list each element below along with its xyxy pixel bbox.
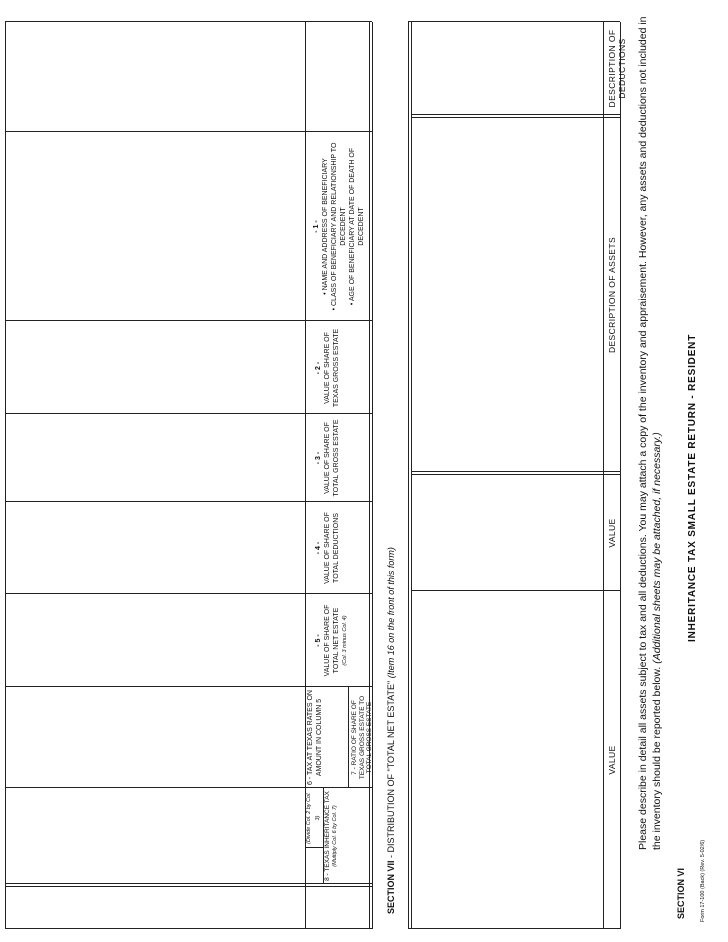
col5-text: VALUE OF SHARE OF TOTAL NET ESTATE xyxy=(324,604,340,677)
col5-number: - 5 - xyxy=(315,634,322,647)
section-6-label: SECTION VI xyxy=(676,867,686,919)
col8-header xyxy=(324,789,339,883)
col4-text: VALUE OF SHARE OF TOTAL DEDUCTIONS xyxy=(324,512,340,584)
instructions-note: (Additional sheets may be attached, if necessary.) xyxy=(651,432,663,664)
col3-number: - 3 - xyxy=(315,451,322,465)
instructions-text: Please describe in detail all assets subject to tax and all deductions. You may attach a copy of the inventory and appraisement. However, any assets and deductions not included in the inventory should be reported below. xyxy=(637,16,663,850)
section-6-instructions xyxy=(636,10,664,850)
section-7-heading: - DISTRIBUTION OF "TOTAL NET ESTATE" xyxy=(386,680,396,861)
col8-text: 8 - TEXAS INHERITANCE TAX xyxy=(324,791,331,881)
col1-line-3: • AGE OF BENEFICIARY AT DATE OF DEATH OF DECEDENT xyxy=(349,147,365,306)
section-7-title xyxy=(386,547,396,914)
col2-number: - 2 - xyxy=(315,361,322,375)
col3-header xyxy=(314,416,341,500)
col1-number: - 1 - xyxy=(313,220,320,233)
section-7-label: SECTION VII xyxy=(386,860,396,914)
col7-header: 7 - RATIO OF SHARE OF TEXAS GROSS ESTATE TO TOTAL GROSS ESTATE xyxy=(351,695,373,780)
col-assets-value: VALUE xyxy=(607,518,617,548)
col2-header xyxy=(314,324,341,412)
col-description-of-deductions: DESCRIPTION OF DEDUCTIONS xyxy=(607,29,627,108)
col1-header xyxy=(312,132,366,321)
col1-line-1: • NAME AND ADDRESS OF BENEFICIARY xyxy=(322,158,329,295)
col5-header xyxy=(314,596,350,685)
col7-sub xyxy=(305,789,323,847)
col7-sub-text: (Divide Col. 2 by Col. 3) xyxy=(306,792,321,844)
col4-header xyxy=(314,504,341,592)
col5-sub: (Col. 3 minus Col. 4) xyxy=(342,615,348,666)
page-title: INHERITANCE TAX SMALL ESTATE RETURN - RESIDENT xyxy=(687,333,698,642)
col-description-of-assets: DESCRIPTION OF ASSETS xyxy=(607,236,617,354)
col8-sub: (Multiply Col. 6 by Col. 7) xyxy=(331,805,338,867)
col6-header: 6 - TAX AT TEXAS RATES ON AMOUNT IN COLUMN 5 xyxy=(307,690,323,785)
section-7-note: (Item 16 on the front of this form) xyxy=(386,547,396,681)
col2-text: VALUE OF SHARE OF TEXAS GROSS ESTATE xyxy=(324,328,340,408)
col3-text: VALUE OF SHARE OF TOTAL GROSS ESTATE xyxy=(324,419,340,497)
form-number: Form 17-100 (Back) (Rev. 5-02/6) xyxy=(700,839,706,922)
col1-line-2: • CLASS OF BENEFICIARY AND RELATIONSHIP TO DECEDENT xyxy=(331,142,347,311)
col4-number: - 4 - xyxy=(315,541,322,555)
col-deductions-value: VALUE xyxy=(607,745,617,775)
